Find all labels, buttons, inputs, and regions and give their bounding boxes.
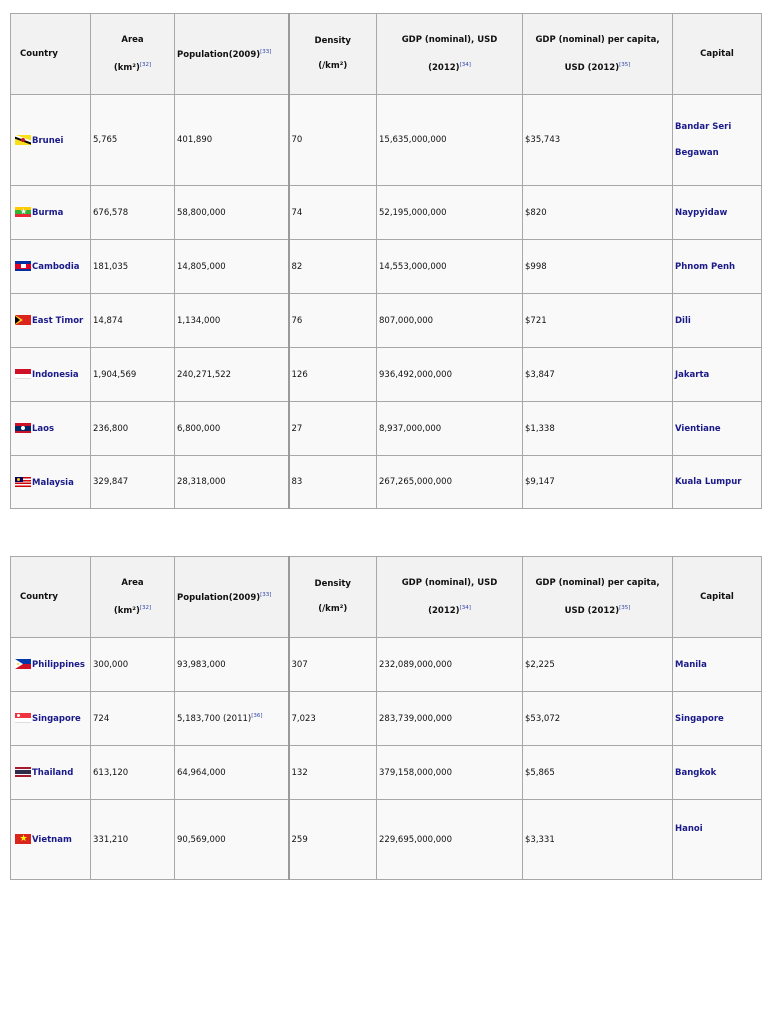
country-header: Country [11,14,91,95]
country-cell [11,240,91,294]
table-header-row [11,557,762,638]
gdp-cell: 936,492,000,000 [377,348,523,402]
area-header: Area (km²)[32] [91,557,175,638]
capital-cell [673,294,762,348]
capital-link[interactable]: Vientiane [675,423,721,434]
reference-link[interactable]: [35] [619,604,631,611]
capital-cell [673,348,762,402]
gdp-per-capita-cell: $2,225 [523,638,673,692]
country-cell [11,456,91,509]
capital-link[interactable]: Jakarta [675,369,710,380]
country-link[interactable]: East Timor [32,316,84,326]
country-stats-table-2 [10,556,762,880]
table-row [11,456,762,509]
gdp-cell: 232,089,000,000 [377,638,523,692]
density-cell: 82 [289,240,377,294]
area-cell: 14,874 [91,294,175,348]
capital-cell [673,638,762,692]
reference-link[interactable]: [32] [139,604,152,611]
density-cell: 76 [289,294,377,348]
density-cell: 126 [289,348,377,402]
gdp-cell: 52,195,000,000 [377,186,523,240]
table-row [11,348,762,402]
malaysia-flag-icon [15,477,31,487]
gdp-per-capita-cell: $721 [523,294,673,348]
reference-link[interactable]: [32] [139,61,152,68]
gdp-per-capita-cell: $5,865 [523,746,673,800]
country-link[interactable]: Vietnam [32,835,72,845]
density-header: Density (/km²) [289,557,377,638]
capital-cell [673,402,762,456]
capital-link[interactable]: Singapore [675,713,724,724]
area-cell: 300,000 [91,638,175,692]
capital-link[interactable]: Hanoi [675,824,703,834]
capital-link[interactable]: Bandar Seri Begawan [675,122,732,158]
country-link[interactable]: Burma [32,208,64,218]
area-header: Area (km²)[32] [91,14,175,95]
population-cell: 90,569,000 [175,800,289,880]
table-row [11,186,762,240]
population-header: Population(2009)[33] [175,14,289,95]
gdp-per-capita-cell: $53,072 [523,692,673,746]
country-cell [11,638,91,692]
capital-header: Capital [673,557,762,638]
singapore-flag-icon [15,713,31,723]
gdp-per-capita-header: GDP (nominal) per capita, USD (2012)[35] [523,14,673,95]
gdp-header: GDP (nominal), USD (2012)[34] [377,557,523,638]
reference-link[interactable]: [33] [260,592,272,599]
density-cell: 259 [289,800,377,880]
gdp-per-capita-cell: $3,847 [523,348,673,402]
indonesia-flag-icon [15,369,31,379]
country-cell [11,348,91,402]
density-cell: 307 [289,638,377,692]
population-cell: 1,134,000 [175,294,289,348]
country-link[interactable]: Cambodia [32,262,80,272]
reference-link[interactable]: [33] [260,49,272,56]
country-link[interactable]: Thailand [32,768,74,778]
east-timor-flag-icon [15,315,31,325]
reference-link[interactable]: [34] [459,61,471,68]
gdp-cell: 8,937,000,000 [377,402,523,456]
density-cell: 74 [289,186,377,240]
capital-cell [673,692,762,746]
capital-link[interactable]: Bangkok [675,767,717,778]
country-cell [11,186,91,240]
gdp-header: GDP (nominal), USD (2012)[34] [377,14,523,95]
country-link[interactable]: Singapore [32,714,81,724]
capital-cell [673,746,762,800]
brunei-flag-icon [15,135,31,145]
area-cell: 329,847 [91,456,175,509]
reference-link[interactable]: [35] [619,61,631,68]
reference-link[interactable]: [34] [459,604,471,611]
population-cell: 240,271,522 [175,348,289,402]
density-header: Density (/km²) [289,14,377,95]
capital-cell [673,456,762,509]
country-link[interactable]: Malaysia [32,477,74,488]
area-cell: 331,210 [91,800,175,880]
area-cell: 613,120 [91,746,175,800]
capital-header: Capital [673,14,762,95]
area-cell: 724 [91,692,175,746]
population-cell: 5,183,700 (2011)[36] [175,692,289,746]
capital-cell [673,800,762,880]
population-cell: 401,890 [175,95,289,186]
population-cell: 6,800,000 [175,402,289,456]
capital-link[interactable]: Manila [675,659,707,670]
gdp-cell: 229,695,000,000 [377,800,523,880]
country-link[interactable]: Brunei [32,135,64,146]
country-link[interactable]: Philippines [32,660,85,670]
area-cell: 181,035 [91,240,175,294]
country-link[interactable]: Laos [32,424,55,434]
density-cell: 7,023 [289,692,377,746]
gdp-cell: 807,000,000 [377,294,523,348]
country-cell [11,800,91,880]
population-cell: 64,964,000 [175,746,289,800]
gdp-per-capita-cell: $820 [523,186,673,240]
table-row [11,294,762,348]
table-row [11,746,762,800]
table-header-row [11,14,762,95]
country-link[interactable]: Indonesia [32,370,79,380]
capital-link[interactable]: Phnom Penh [675,261,736,272]
thailand-flag-icon [15,767,31,777]
area-cell: 676,578 [91,186,175,240]
density-cell: 70 [289,95,377,186]
gdp-cell: 267,265,000,000 [377,456,523,509]
country-header: Country [11,557,91,638]
gdp-per-capita-cell: $1,338 [523,402,673,456]
table-row [11,402,762,456]
population-cell: 28,318,000 [175,456,289,509]
population-cell: 58,800,000 [175,186,289,240]
table-row [11,800,762,880]
country-cell [11,95,91,186]
table-row [11,692,762,746]
capital-cell [673,95,762,186]
population-header: Population(2009)[33] [175,557,289,638]
gdp-cell: 283,739,000,000 [377,692,523,746]
gdp-per-capita-cell: $9,147 [523,456,673,509]
gdp-per-capita-cell: $35,743 [523,95,673,186]
capital-cell [673,186,762,240]
density-cell: 83 [289,456,377,509]
gdp-cell: 379,158,000,000 [377,746,523,800]
gdp-per-capita-cell: $3,331 [523,800,673,880]
country-cell [11,746,91,800]
area-cell: 5,765 [91,95,175,186]
capital-link[interactable]: Dili [675,315,691,326]
density-cell: 27 [289,402,377,456]
capital-link[interactable]: Naypyidaw [675,207,728,218]
country-cell [11,692,91,746]
gdp-per-capita-header: GDP (nominal) per capita, USD (2012)[35] [523,557,673,638]
gdp-per-capita-cell: $998 [523,240,673,294]
country-cell [11,294,91,348]
country-cell [11,402,91,456]
table-row [11,240,762,294]
area-cell: 1,904,569 [91,348,175,402]
table-row [11,95,762,186]
population-cell: 14,805,000 [175,240,289,294]
cambodia-flag-icon [15,261,31,271]
capital-link[interactable]: Kuala Lumpur [675,477,742,487]
gdp-cell: 15,635,000,000 [377,95,523,186]
country-stats-table-1 [10,13,762,509]
burma-flag-icon: ★ [15,207,31,217]
population-cell: 93,983,000 [175,638,289,692]
gdp-cell: 14,553,000,000 [377,240,523,294]
area-cell: 236,800 [91,402,175,456]
density-cell: 132 [289,746,377,800]
table-row [11,638,762,692]
reference-link[interactable]: [36] [251,713,263,720]
capital-cell [673,240,762,294]
laos-flag-icon [15,423,31,433]
vietnam-flag-icon: ★ [15,834,31,844]
philippines-flag-icon [15,659,31,669]
